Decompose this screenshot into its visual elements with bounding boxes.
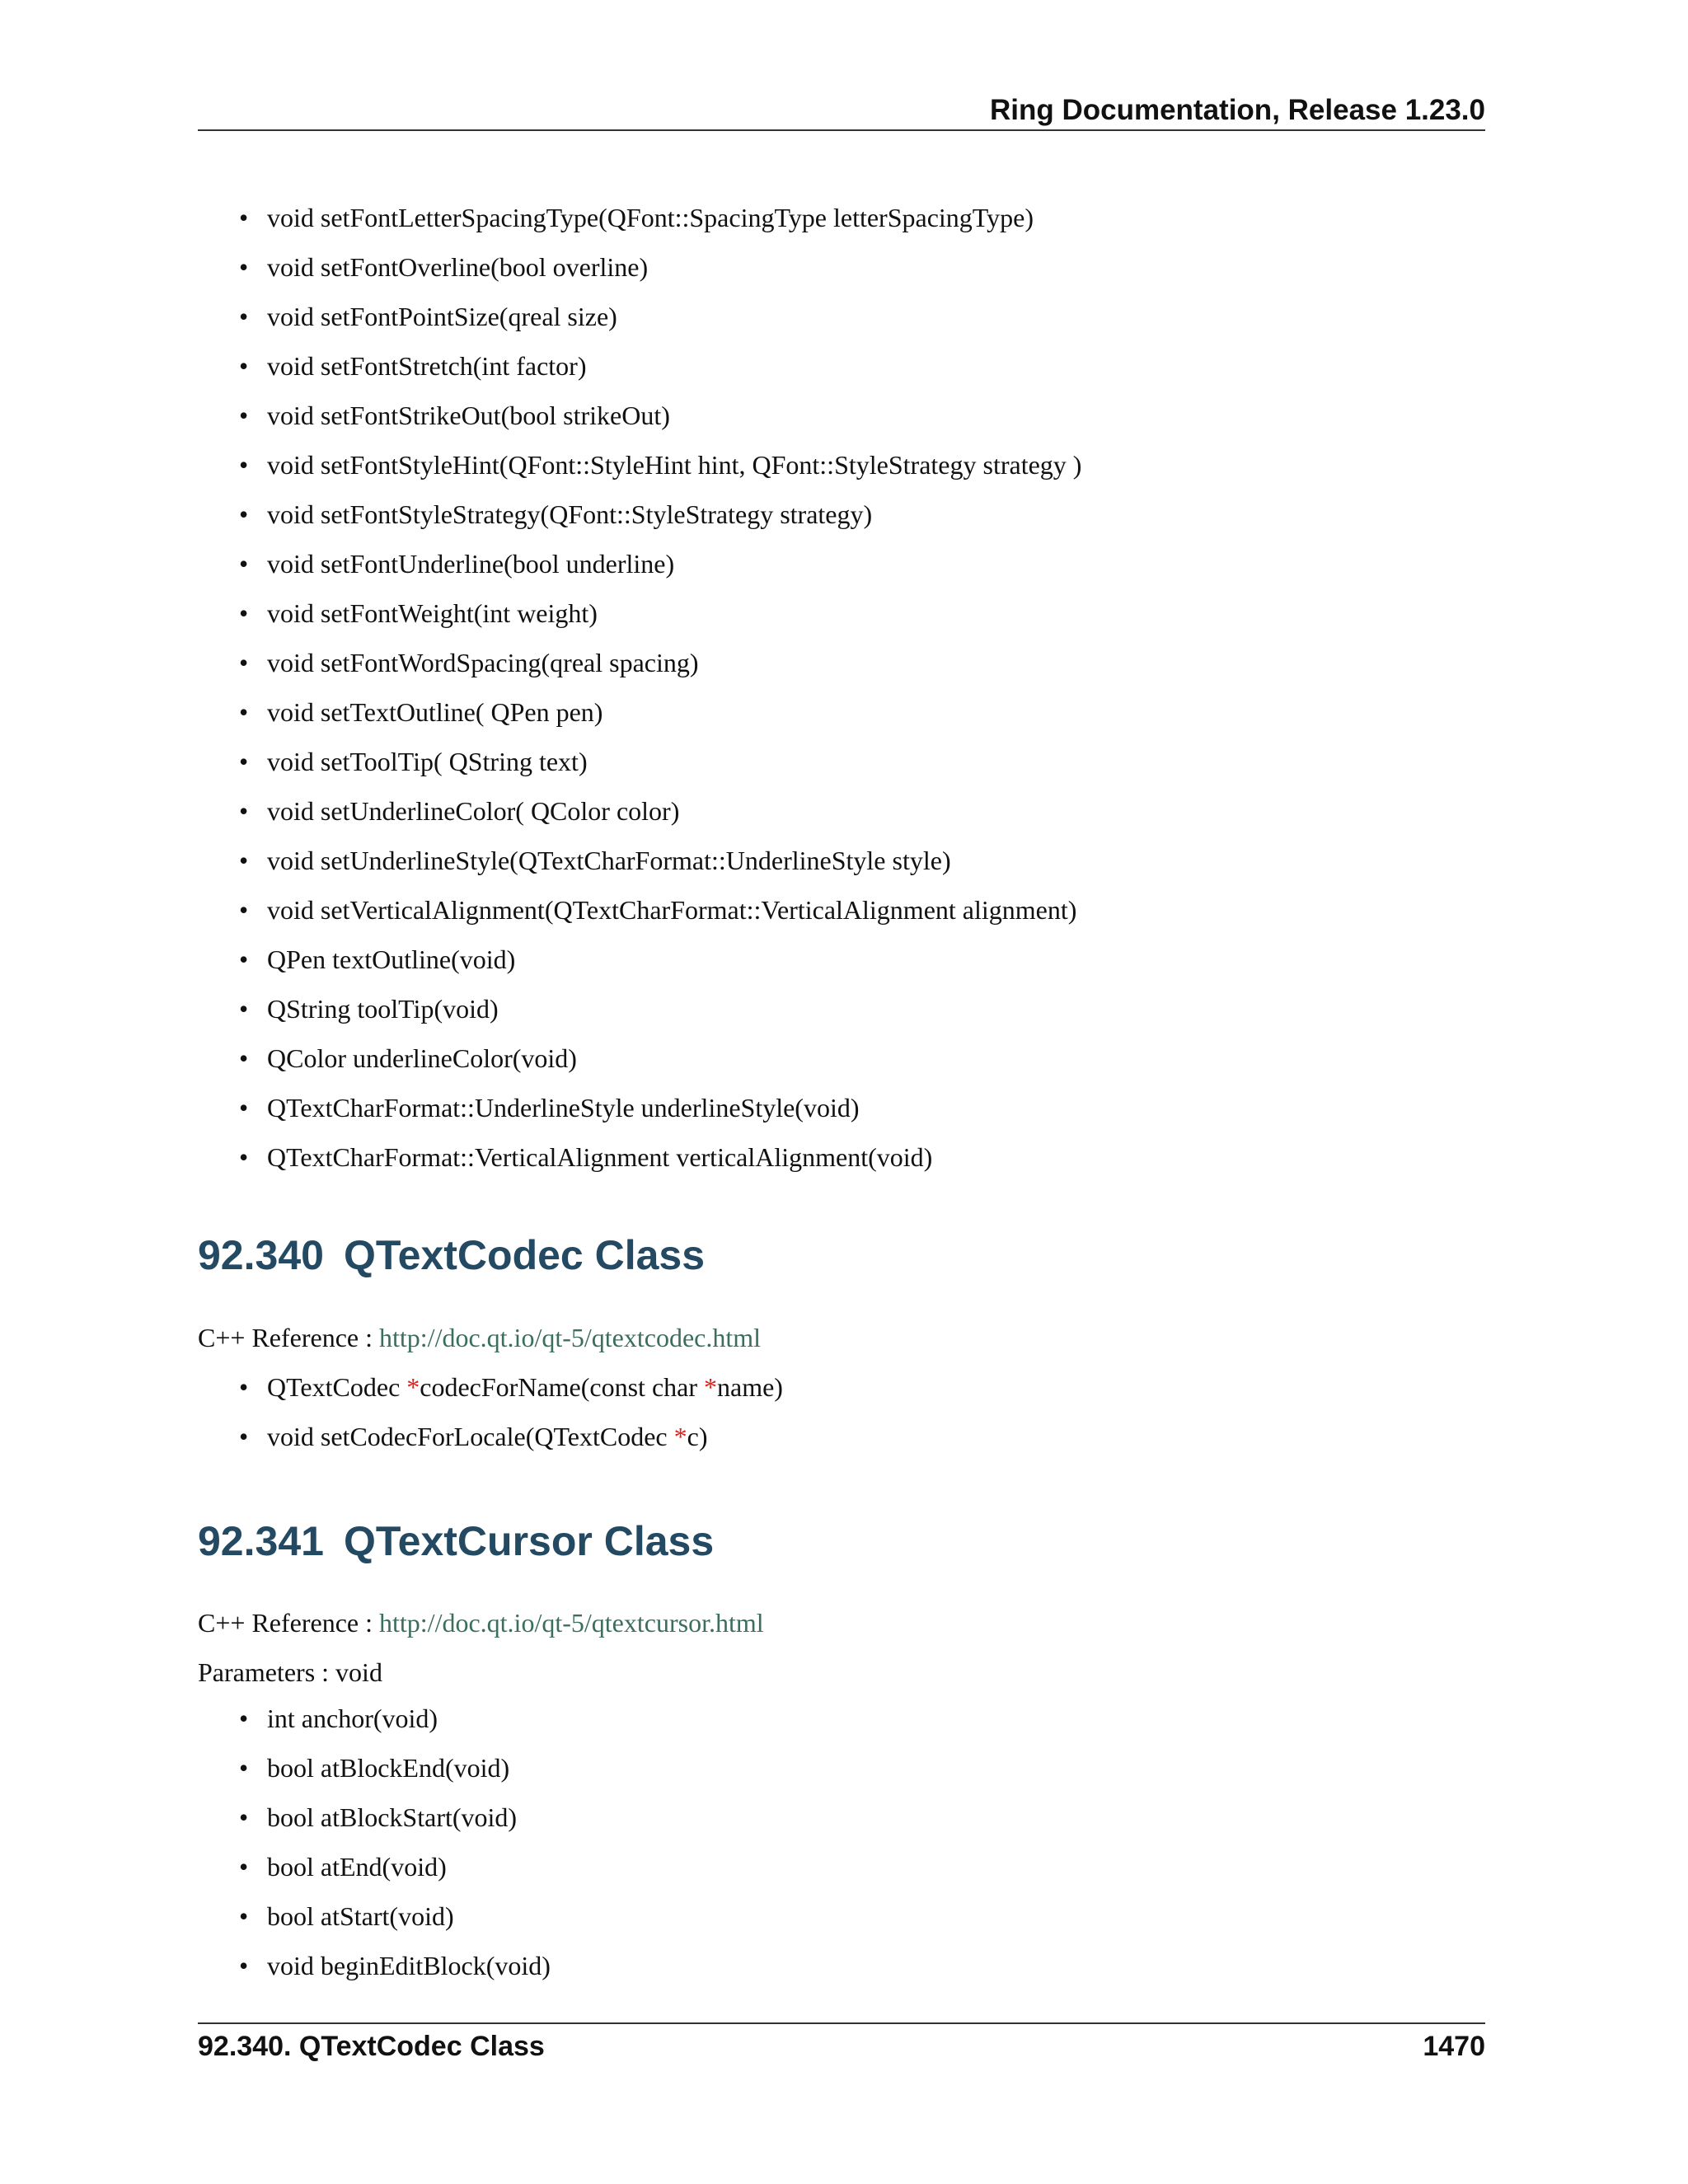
bullet-icon: • <box>239 796 249 826</box>
list-item: • QPen textOutline(void) <box>198 940 1081 989</box>
bullet-icon: • <box>239 1142 249 1172</box>
bullet-icon: • <box>239 1093 249 1122</box>
bullet-icon: • <box>239 747 249 776</box>
list-item: • QTextCharFormat::UnderlineStyle underlineStyle(void) <box>198 1088 1081 1137</box>
bullet-icon: • <box>239 648 249 677</box>
list-item: • void setVerticalAlignment(QTextCharFormat::VerticalAlignment alignment) <box>198 890 1081 940</box>
bullet-icon: • <box>239 499 249 529</box>
reference-label: C++ Reference : <box>198 1608 373 1638</box>
section-heading-qtextcodec <box>198 1230 705 1280</box>
list-item: • void setFontStyleStrategy(QFont::StyleStrategy strategy) <box>198 494 1081 544</box>
parameters-value: void <box>335 1657 382 1687</box>
list-item: • void beginEditBlock(void) <box>198 1946 551 1995</box>
list-item: • int anchor(void) <box>198 1699 551 1748</box>
reference-label: C++ Reference : <box>198 1323 373 1352</box>
qtextcursor-method-list <box>198 1699 551 1995</box>
list-item: • bool atStart(void) <box>198 1896 551 1946</box>
bullet-icon: • <box>239 1852 249 1882</box>
bullet-icon: • <box>239 1422 249 1451</box>
qtextcodec-method-list <box>198 1367 783 1466</box>
bullet-icon: • <box>239 697 249 727</box>
list-item: • void setFontWeight(int weight) <box>198 593 1081 643</box>
section-title: QTextCodec Class <box>343 1232 706 1278</box>
list-item: • void setFontWordSpacing(qreal spacing) <box>198 643 1081 692</box>
list-item: • QTextCharFormat::VerticalAlignment verticalAlignment(void) <box>198 1137 1081 1187</box>
section-heading-qtextcursor <box>198 1516 714 1566</box>
list-item: • bool atBlockEnd(void) <box>198 1748 551 1797</box>
list-item: • void setFontPointSize(qreal size) <box>198 297 1081 346</box>
bullet-icon: • <box>239 598 249 628</box>
cpp-reference-line <box>198 1318 761 1357</box>
list-item: • void setTextOutline( QPen pen) <box>198 692 1081 742</box>
parameters-label: Parameters : <box>198 1657 330 1687</box>
bullet-icon: • <box>239 895 249 925</box>
list-item: • void setFontLetterSpacingType(QFont::SpacingType letterSpacingType) <box>198 198 1081 247</box>
page-number: 1470 <box>1423 2031 1485 2062</box>
footer-section-title: 92.340. QTextCodec Class <box>198 2031 545 2062</box>
bullet-icon: • <box>239 203 249 232</box>
bullet-icon: • <box>239 1901 249 1931</box>
list-item: • QTextCodec *codecForName(const char *name) <box>198 1367 783 1417</box>
bullet-icon: • <box>239 1753 249 1783</box>
document-page <box>198 0 1485 2184</box>
bullet-icon: • <box>239 252 249 282</box>
list-item: • void setUnderlineColor( QColor color) <box>198 791 1081 841</box>
bullet-icon: • <box>239 450 249 480</box>
bullet-icon: • <box>239 846 249 875</box>
parameters-line <box>198 1652 382 1692</box>
bullet-icon: • <box>239 1951 249 1980</box>
list-item: • bool atBlockStart(void) <box>198 1797 551 1847</box>
pointer-star: * <box>406 1372 420 1402</box>
list-item: • void setFontStyleHint(QFont::StyleHint hint, QFont::StyleStrategy strategy ) <box>198 445 1081 494</box>
list-item: • void setFontStrikeOut(bool strikeOut) <box>198 396 1081 445</box>
section-number: 92.341 <box>198 1518 324 1564</box>
cpp-reference-line <box>198 1603 764 1643</box>
pointer-star: * <box>673 1422 687 1451</box>
footer-divider <box>198 2022 1485 2024</box>
bullet-icon: • <box>239 401 249 430</box>
list-item: • QString toolTip(void) <box>198 989 1081 1038</box>
pointer-star: * <box>704 1372 717 1402</box>
section-number: 92.340 <box>198 1232 324 1278</box>
list-item: • bool atEnd(void) <box>198 1847 551 1896</box>
list-item: • void setUnderlineStyle(QTextCharFormat::UnderlineStyle style) <box>198 841 1081 890</box>
bullet-icon: • <box>239 351 249 381</box>
bullet-icon: • <box>239 1704 249 1733</box>
bullet-icon: • <box>239 994 249 1024</box>
method-list-continued <box>198 198 1081 1187</box>
bullet-icon: • <box>239 944 249 974</box>
list-item: • void setFontUnderline(bool underline) <box>198 544 1081 593</box>
running-header: Ring Documentation, Release 1.23.0 <box>989 94 1485 126</box>
bullet-icon: • <box>239 1043 249 1073</box>
reference-link[interactable]: http://doc.qt.io/qt-5/qtextcursor.html <box>379 1608 764 1638</box>
bullet-icon: • <box>239 1372 249 1402</box>
reference-link[interactable]: http://doc.qt.io/qt-5/qtextcodec.html <box>379 1323 762 1352</box>
list-item: • void setFontOverline(bool overline) <box>198 247 1081 297</box>
list-item: • void setCodecForLocale(QTextCodec *c) <box>198 1417 783 1466</box>
list-item: • void setToolTip( QString text) <box>198 742 1081 791</box>
bullet-icon: • <box>239 549 249 579</box>
bullet-icon: • <box>239 1802 249 1832</box>
section-title: QTextCursor Class <box>343 1518 715 1564</box>
bullet-icon: • <box>239 302 249 331</box>
list-item: • void setFontStretch(int factor) <box>198 346 1081 396</box>
list-item: • QColor underlineColor(void) <box>198 1038 1081 1088</box>
header-divider <box>198 129 1485 131</box>
